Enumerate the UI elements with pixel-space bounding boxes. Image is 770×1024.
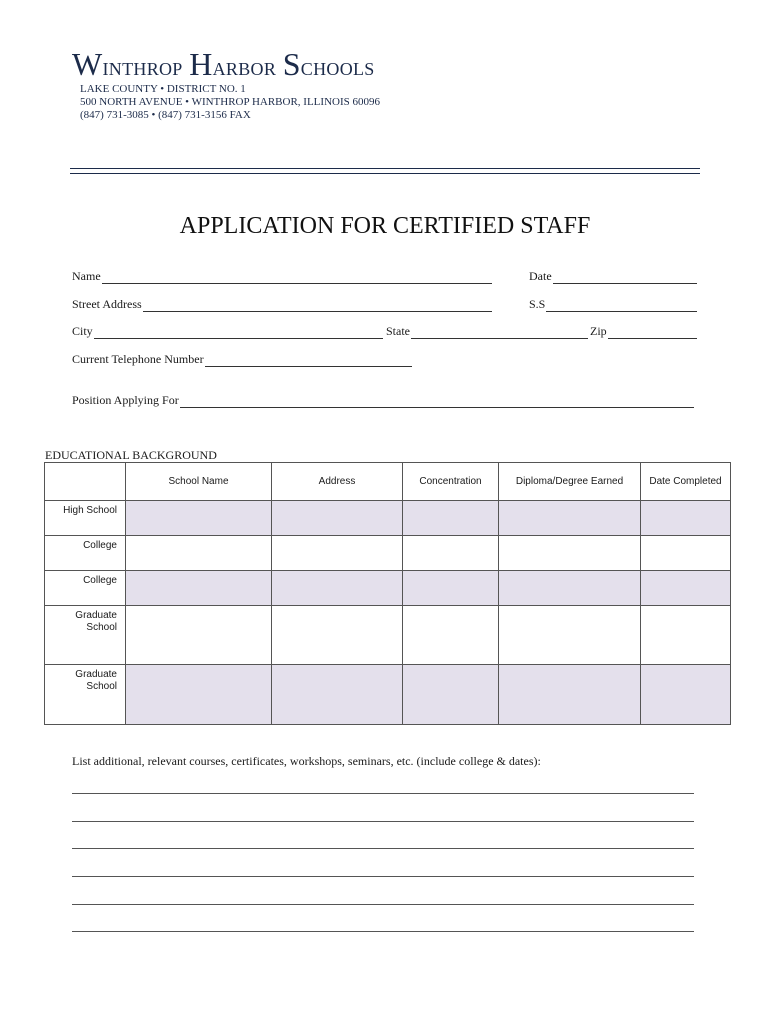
header-divider-thin <box>70 173 700 174</box>
state-input-line[interactable] <box>411 327 588 339</box>
name-input-line[interactable] <box>102 272 492 284</box>
courses-write-line[interactable] <box>72 931 694 932</box>
ss-field[interactable] <box>529 297 697 312</box>
row-label <box>45 501 126 536</box>
education-table <box>44 462 731 725</box>
date-completed-cell[interactable] <box>641 570 731 605</box>
ss-label: S.S <box>529 297 546 311</box>
education-row-college-1 <box>45 535 731 570</box>
street-address-input-line[interactable] <box>143 300 492 312</box>
street-address-field[interactable] <box>72 297 492 312</box>
column-header-degree: Diploma/Degree Earned <box>499 463 641 501</box>
additional-courses-label: List additional, relevant courses, certificates, workshops, seminars, etc. (include college & dates): <box>72 754 541 768</box>
title-initial-s: S <box>282 46 301 82</box>
position-input-line[interactable] <box>180 396 694 408</box>
concentration-cell[interactable] <box>403 605 499 665</box>
column-header-address: Address <box>272 463 403 501</box>
address-cell[interactable] <box>272 535 403 570</box>
row-label-line1: High School <box>63 505 117 516</box>
address-cell[interactable] <box>272 665 403 725</box>
address-cell[interactable] <box>272 570 403 605</box>
school-name-cell[interactable] <box>126 605 272 665</box>
row-label-line1: Graduate <box>75 609 117 621</box>
row-label <box>45 605 126 665</box>
row-label-line1: College <box>83 539 117 551</box>
city-input-line[interactable] <box>94 327 383 339</box>
row-label <box>45 535 126 570</box>
title-initial-h: H <box>189 46 213 82</box>
courses-write-line[interactable] <box>72 876 694 877</box>
concentration-cell[interactable] <box>403 535 499 570</box>
courses-write-line[interactable] <box>72 821 694 822</box>
zip-input-line[interactable] <box>608 327 697 339</box>
column-header-concentration: Concentration <box>403 463 499 501</box>
school-name-cell[interactable] <box>126 501 272 536</box>
concentration-cell[interactable] <box>403 501 499 536</box>
row-label-line2: School <box>86 621 117 633</box>
date-completed-cell[interactable] <box>641 605 731 665</box>
school-name-cell[interactable] <box>126 535 272 570</box>
education-row-college-2 <box>45 570 731 605</box>
address-cell[interactable] <box>272 501 403 536</box>
date-completed-cell[interactable] <box>641 665 731 725</box>
name-label: Name <box>72 269 101 283</box>
row-label <box>45 570 126 605</box>
row-label-line1: Graduate <box>75 669 117 681</box>
state-field[interactable] <box>386 324 588 339</box>
title-rest-2: arbor <box>212 54 277 81</box>
courses-write-line[interactable] <box>72 904 694 905</box>
school-name-cell[interactable] <box>126 570 272 605</box>
courses-write-line[interactable] <box>72 848 694 849</box>
date-label: Date <box>529 269 552 283</box>
header-district-line: LAKE COUNTY • DISTRICT NO. 1 <box>80 83 246 95</box>
column-header-school-name: School Name <box>126 463 272 501</box>
header-address-line: 500 NORTH AVENUE • WINTHROP HARBOR, ILLINOIS 60096 <box>80 96 380 108</box>
date-completed-cell[interactable] <box>641 535 731 570</box>
position-label: Position Applying For <box>72 393 179 407</box>
zip-label: Zip <box>590 324 607 338</box>
street-address-label: Street Address <box>72 297 142 311</box>
header-phone-line: (847) 731-3085 • (847) 731-3156 FAX <box>80 109 251 121</box>
school-name-title <box>72 46 375 83</box>
education-row-high-school <box>45 501 731 536</box>
date-input-line[interactable] <box>553 272 697 284</box>
educational-background-heading: EDUCATIONAL BACKGROUND <box>45 448 217 462</box>
telephone-input-line[interactable] <box>205 355 412 367</box>
education-row-graduate-1 <box>45 605 731 665</box>
row-label <box>45 665 126 725</box>
position-field[interactable] <box>72 393 694 408</box>
school-name-cell[interactable] <box>126 665 272 725</box>
degree-cell[interactable] <box>499 501 641 536</box>
form-title: APPLICATION FOR CERTIFIED STAFF <box>179 213 591 239</box>
row-label-line2: School <box>86 681 117 693</box>
address-cell[interactable] <box>272 605 403 665</box>
degree-cell[interactable] <box>499 535 641 570</box>
zip-field[interactable] <box>590 324 697 339</box>
title-rest-3: chools <box>300 54 375 81</box>
degree-cell[interactable] <box>499 665 641 725</box>
telephone-label: Current Telephone Number <box>72 352 204 366</box>
telephone-field[interactable] <box>72 352 412 367</box>
row-label-line1: College <box>83 574 117 586</box>
education-header-row <box>45 463 731 501</box>
courses-write-line[interactable] <box>72 793 694 794</box>
ss-input-line[interactable] <box>546 300 697 312</box>
concentration-cell[interactable] <box>403 570 499 605</box>
title-initial-w: W <box>72 46 103 82</box>
column-header-date-completed: Date Completed <box>641 463 731 501</box>
degree-cell[interactable] <box>499 605 641 665</box>
degree-cell[interactable] <box>499 570 641 605</box>
education-row-graduate-2 <box>45 665 731 725</box>
header-divider-thick <box>70 168 700 169</box>
title-rest-1: inthrop <box>102 54 183 81</box>
header-blank-cell <box>45 463 126 501</box>
name-field[interactable] <box>72 269 492 284</box>
city-label: City <box>72 324 93 338</box>
state-label: State <box>386 324 410 338</box>
concentration-cell[interactable] <box>403 665 499 725</box>
date-field[interactable] <box>529 269 697 284</box>
city-field[interactable] <box>72 324 383 339</box>
date-completed-cell[interactable] <box>641 501 731 536</box>
